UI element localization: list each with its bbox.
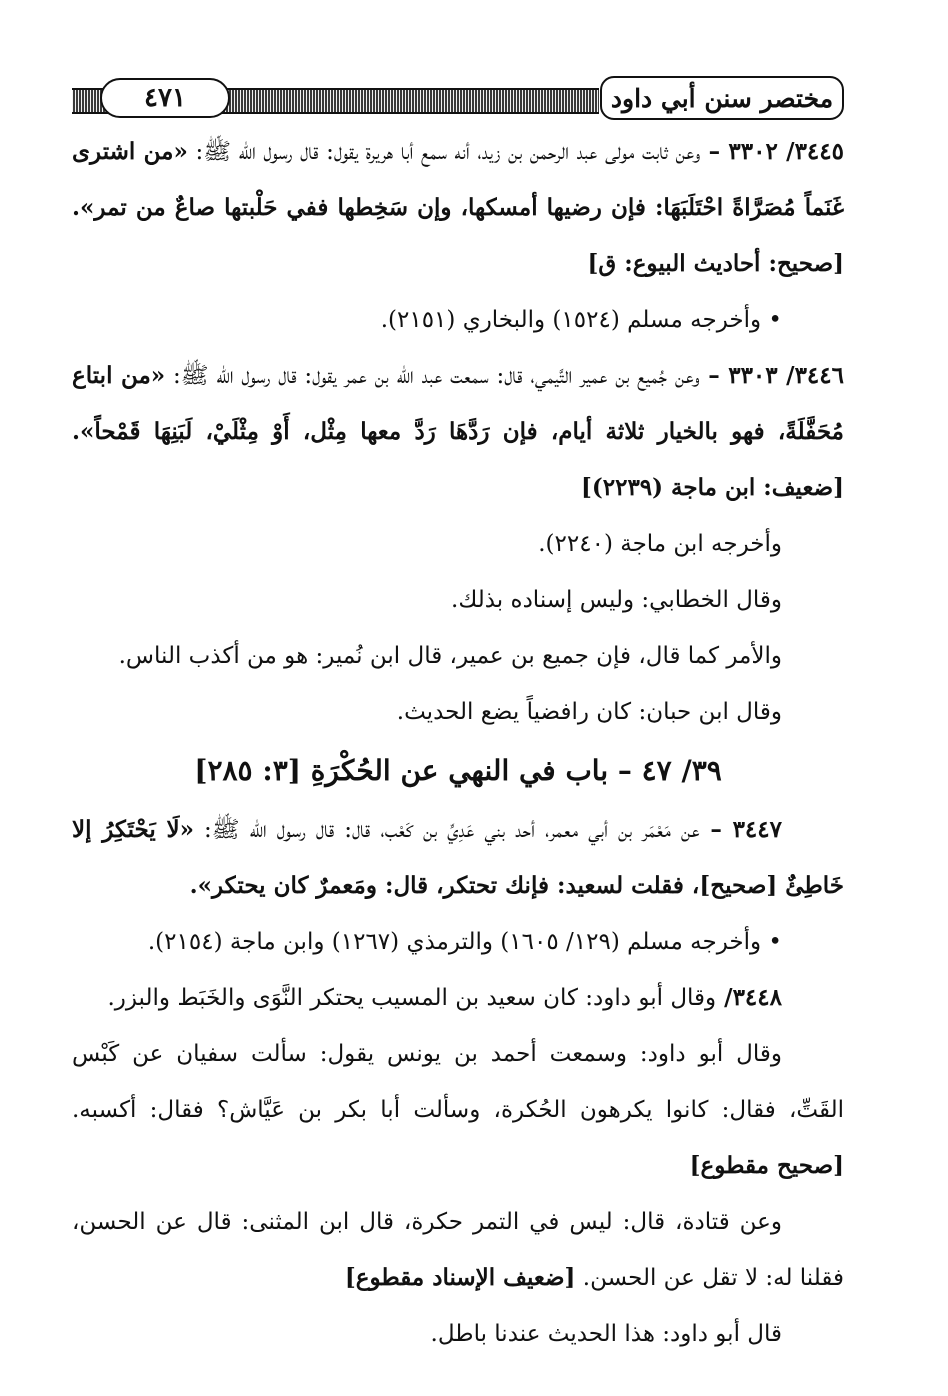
page-body (72, 124, 844, 1362)
hadith-number: ٣٤٤٦/ ٣٣٠٣ – (699, 362, 844, 389)
qatada-report (72, 1194, 844, 1306)
grade: [صحيح مقطوع] (689, 1152, 844, 1179)
hadith-3446 (72, 348, 844, 516)
hadith-3447 (72, 802, 844, 914)
chapter-heading: ٣٩/ ٤٧ – باب في النهي عن الحُكْرَةِ [٣: ٢٨٥] (194, 754, 722, 787)
hadith-isnad: وعن جُميع بن عمير التَّيمي، قال: سمعت عبد الله بن عمر يقول: قال رسول الله ﷺ: (165, 363, 700, 389)
page-number: ٤٧١ (100, 78, 230, 118)
comment-ibn-hibban: وقال ابن حبان: كان رافضياً يضع الحديث. (396, 699, 782, 725)
abu-dawud-sufyan (72, 1026, 844, 1194)
hadith-matn: «من اشترى غَنَماً مُصَرَّاةً احْتَلَبَهَا: فإن رضيها أمسكها، وإن سَخِطها ففي حَلْبتها صاعٌ من تمر». [صحيح: أحاديث البيوع: ق] (72, 138, 844, 277)
running-header (72, 74, 844, 124)
hadith-3445 (72, 124, 844, 292)
grade: [ضعيف الإسناد مقطوع] (344, 1264, 576, 1291)
hadith-matn: «من ابتاع مُحَفَّلَةً، فهو بالخيار ثلاثة أيام، فإن رَدَّهَا رَدَّ معها مِثْل، أَوْ مِثْلَيْ، لَبَنِهَا قَمْحاً». [ضعيف: ابن ماجة (٢٢٣٩)] (72, 362, 844, 501)
hadith-number: ٣٤٤٧ – (699, 816, 782, 843)
takhrij-3446: وأخرجه ابن ماجة (٢٢٤٠). (538, 531, 782, 557)
abu-dawud-verdict: قال أبو داود: هذا الحديث عندنا باطل. (430, 1321, 782, 1347)
report-text: وقال أبو داود: وسمعت أحمد بن يونس يقول: سألت سفيان عن كَبْس القَتِّ، فقال: كانوا يكرهون الحُكرة، وسألت أبا بكر بن عَيَّاش؟ فقال: أكسبه. (72, 1041, 844, 1123)
hadith-matn: «لَا يَحْتَكِرُ إلا خَاطِئٌ [صحيح]، فقلت لسعيد: فإنك تحتكر، قال: ومَعمرٌ كان يحتكر». (72, 816, 844, 899)
hadith-isnad: عن مَعْمَر بن أبي معمر، أحد بني عَدِيِّ بن كَعْب، قال: قال رسول الله ﷺ: (194, 817, 700, 843)
report-text: وعن قتادة، قال: ليس في التمر حكرة، قال ابن المثنى: قال عن الحسن، فقلنا له: لا تقل عن الحسن. (72, 1209, 844, 1291)
hadith-number: ٣٤٤٨/ (716, 984, 782, 1011)
hadith-3448 (72, 970, 844, 1026)
hadith-text: وقال أبو داود: كان سعيد بن المسيب يحتكر النَّوَى والخَبَط والبزر. (107, 985, 717, 1011)
comment-khattabi: وقال الخطابي: وليس إسناده بذلك. (451, 587, 782, 613)
hadith-isnad: وعن ثابت مولى عبد الرحمن بن زيد، أنه سمع أبا هريرة يقول: قال رسول الله ﷺ: (187, 139, 701, 165)
takhrij-3445: • وأخرجه مسلم (١٥٢٤) والبخاري (٢١٥١). (380, 307, 782, 333)
comment-amr: والأمر كما قال، فإن جميع بن عمير، قال ابن نُمير: هو من أكذب الناس. (118, 643, 782, 669)
takhrij-3447: • وأخرجه مسلم (١٢٩/ ١٦٠٥) والترمذي (١٢٦٧) وابن ماجة (٢١٥٤). (147, 929, 782, 955)
hadith-number: ٣٤٤٥/ ٣٣٠٢ – (700, 138, 844, 165)
book-title: مختصر سنن أبي داود (600, 76, 844, 120)
